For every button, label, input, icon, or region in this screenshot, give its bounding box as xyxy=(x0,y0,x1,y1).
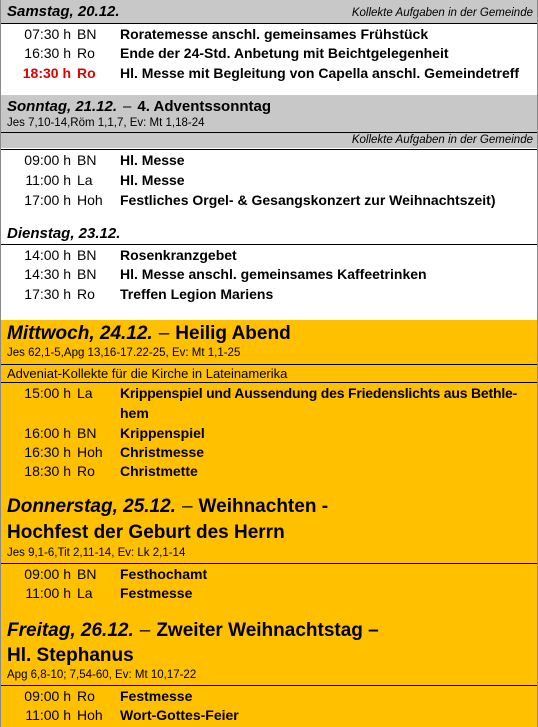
event-title: Krippenspiel xyxy=(120,425,205,441)
event-location: BN xyxy=(77,266,97,282)
event-title: Ende der 24-Std. Anbetung mit Beichtgelegenheit xyxy=(120,45,449,61)
list-item xyxy=(1,24,537,44)
event-location: BN xyxy=(77,152,97,168)
feast-title: Weihnachten - xyxy=(198,496,329,517)
event-location: BN xyxy=(77,425,97,441)
list-item xyxy=(1,284,537,304)
list-item xyxy=(1,43,537,63)
event-location: BN xyxy=(77,247,97,263)
event-title: Festmesse xyxy=(120,585,193,601)
day-title: Mittwoch, 24.12. xyxy=(7,323,153,344)
event-time: 16:30 h xyxy=(24,444,71,460)
day-title: Freitag, 26.12. xyxy=(7,620,134,641)
dash: – xyxy=(123,98,132,115)
event-time: 11:00 h xyxy=(25,707,71,723)
event-title: Hl. Messe anschl. gemeinsames Kaffeetrinken xyxy=(120,266,427,282)
event-location: Ro xyxy=(77,45,95,61)
event-title: Hl. Messe xyxy=(120,172,185,188)
event-time: 15:00 h xyxy=(24,385,71,401)
event-time: 18:30 h xyxy=(22,65,71,81)
list-item xyxy=(1,423,537,443)
event-title: Christmesse xyxy=(120,444,205,460)
list-item xyxy=(1,442,537,462)
event-title: Hl. Messe xyxy=(120,152,185,168)
readings: Jes 7,10-14,Röm 1,1,7, Ev: Mt 1,18-24 xyxy=(7,117,205,129)
event-location: Hoh xyxy=(77,192,103,208)
list-item-continuation xyxy=(1,403,537,423)
event-location: Ro xyxy=(77,65,96,81)
divider xyxy=(1,364,537,365)
day-title-row xyxy=(7,98,271,115)
list-item xyxy=(1,461,537,481)
list-item xyxy=(1,564,537,584)
list-item xyxy=(1,190,537,210)
kollekte-note: Kollekte Aufgaben in der Gemeinde xyxy=(351,7,533,19)
kollekte-note: Kollekte Aufgaben in der Gemeinde xyxy=(351,134,533,146)
list-item xyxy=(1,170,537,190)
kollekte-note: Adveniat-Kollekte für die Kirche in Lateinamerika xyxy=(7,366,288,381)
list-item xyxy=(1,686,537,706)
dash: – xyxy=(139,620,151,641)
list-item xyxy=(1,583,537,603)
event-time: 18:30 h xyxy=(24,463,71,479)
readings: Apg 6,8-10; 7,54-60, Ev: Mt 10,17-22 xyxy=(7,669,197,681)
day-title-row xyxy=(7,323,291,345)
dash: – xyxy=(181,496,193,517)
day-title: Donnerstag, 25.12. xyxy=(7,496,176,517)
event-location: Ro xyxy=(77,688,95,704)
event-location: Ro xyxy=(77,463,95,479)
event-title: Christmette xyxy=(120,463,198,479)
event-title: Krippenspiel und Aussendung des Friedenslichts aus Bethle- xyxy=(120,385,518,401)
day-title: Sonntag, 21.12. xyxy=(7,98,118,115)
event-time: 14:00 h xyxy=(24,247,71,263)
event-location: BN xyxy=(77,26,97,42)
event-location: La xyxy=(77,585,93,601)
event-time: 17:00 h xyxy=(24,192,71,208)
list-item xyxy=(1,63,537,83)
event-title: Wort-Gottes-Feier xyxy=(120,707,239,723)
event-location: BN xyxy=(77,566,97,582)
dash: – xyxy=(158,323,170,344)
event-time: 11:00 h xyxy=(25,172,71,188)
list-item xyxy=(1,383,537,403)
event-title: Roratemesse anschl. gemeinsames Frühstück xyxy=(120,26,429,42)
event-title: Festmesse xyxy=(120,688,193,704)
list-item xyxy=(1,245,537,265)
event-time: 14:30 h xyxy=(24,266,71,282)
event-location: Ro xyxy=(77,286,95,302)
event-time: 11:00 h xyxy=(25,585,71,601)
list-item xyxy=(1,150,537,170)
feast-title-line2: Hochfest der Geburt des Herrn xyxy=(7,522,285,543)
day-title: Samstag, 20.12. xyxy=(7,3,120,20)
event-time: 16:00 h xyxy=(24,425,71,441)
readings: Jes 62,1-5,Apg 13,16-17.22-25, Ev: Mt 1,1-25 xyxy=(7,347,241,359)
day-title: Dienstag, 23.12. xyxy=(7,225,121,242)
event-location: Hoh xyxy=(77,707,103,723)
event-time: 07:30 h xyxy=(24,26,71,42)
event-location: La xyxy=(77,172,93,188)
event-title: Hl. Messe mit Begleitung von Capella anschl. Gemeindetreff xyxy=(120,65,520,81)
feast-title: Heilig Abend xyxy=(175,323,291,344)
event-time: 09:00 h xyxy=(24,566,71,582)
event-time: 09:00 h xyxy=(24,688,71,704)
day-title-row xyxy=(7,620,379,642)
event-time: 17:30 h xyxy=(24,286,71,302)
divider xyxy=(1,132,537,133)
day-title-row xyxy=(7,496,328,518)
feast-title-line2: Hl. Stephanus xyxy=(7,645,134,666)
event-title: Festliches Orgel- & Gesangskonzert zur Weihnachtszeit) xyxy=(120,192,496,208)
event-title: hem xyxy=(120,405,149,421)
event-location: Hoh xyxy=(77,444,103,460)
feast-title: Zweiter Weihnachtstag – xyxy=(156,620,379,641)
event-title: Rosenkranzgebet xyxy=(120,247,237,263)
event-time: 16:30 h xyxy=(24,45,71,61)
list-item xyxy=(1,264,537,284)
readings: Jes 9,1-6,Tit 2,11-14, Ev: Lk 2,1-14 xyxy=(7,547,186,559)
event-time: 09:00 h xyxy=(24,152,71,168)
feast-title: 4. Adventssonntag xyxy=(137,98,272,115)
event-location: La xyxy=(77,385,93,401)
event-title: Festhochamt xyxy=(120,566,208,582)
event-title: Treffen Legion Mariens xyxy=(120,286,274,302)
list-item xyxy=(1,705,537,725)
